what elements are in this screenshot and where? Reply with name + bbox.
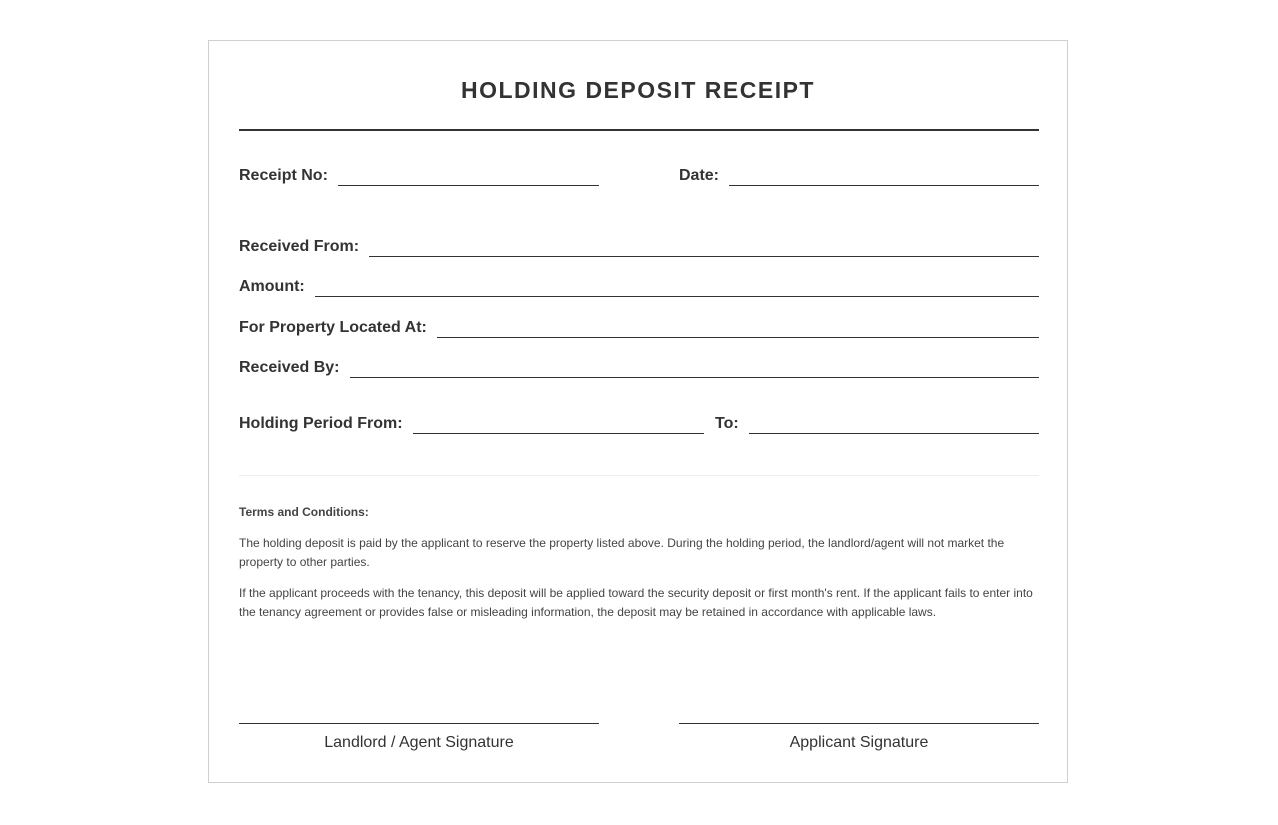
- property-label: For Property Located At:: [239, 319, 427, 336]
- property-field[interactable]: [437, 318, 1039, 338]
- holding-from-field[interactable]: [413, 414, 704, 434]
- received-by-label: Received By:: [239, 359, 340, 376]
- landlord-signature-block: [239, 723, 599, 753]
- receipt-no-label: Receipt No:: [239, 167, 328, 184]
- receipt-no-row: [239, 162, 599, 186]
- received-from-row: [239, 233, 1039, 257]
- receipt-no-field[interactable]: [338, 166, 599, 186]
- received-by-field[interactable]: [350, 358, 1040, 378]
- title-divider: [239, 129, 1039, 131]
- landlord-signature-line[interactable]: [239, 723, 599, 724]
- received-from-field[interactable]: [369, 237, 1039, 257]
- date-label: Date:: [679, 167, 720, 184]
- section-divider: [239, 475, 1039, 476]
- received-by-row: [239, 354, 1039, 378]
- receipt-title: HOLDING DEPOSIT RECEIPT: [461, 77, 815, 103]
- holding-from-label: Holding Period From:: [239, 415, 403, 432]
- holding-to-row: [715, 410, 1039, 434]
- applicant-signature-label: Applicant Signature: [789, 734, 929, 751]
- holding-from-row: [239, 410, 704, 434]
- holding-to-label: To:: [715, 415, 739, 432]
- received-from-label: Received From:: [239, 238, 360, 255]
- holding-to-field[interactable]: [749, 414, 1039, 434]
- amount-label: Amount:: [239, 278, 305, 295]
- applicant-signature-line[interactable]: [679, 723, 1039, 724]
- terms-paragraph: The holding deposit is paid by the applicant to reserve the property listed above. During the holding period, the landlord/agent will not market the property to other parties.: [239, 536, 1005, 569]
- terms-paragraph: If the applicant proceeds with the tenancy, this deposit will be applied toward the security deposit or first month's rent. If the applicant fails to enter into the tenancy agreement or provides false or misleading information, the deposit may be retained in accordance with applicable laws.: [239, 586, 1033, 619]
- landlord-signature-label: Landlord / Agent Signature: [324, 734, 514, 751]
- date-row: [679, 162, 1039, 186]
- amount-row: [239, 273, 1039, 297]
- receipt-sheet: [208, 40, 1068, 783]
- amount-field[interactable]: [315, 277, 1039, 297]
- property-row: [239, 314, 1039, 338]
- date-field[interactable]: [729, 166, 1039, 186]
- terms-section: [239, 504, 1039, 634]
- applicant-signature-block: [679, 723, 1039, 753]
- terms-heading: Terms and Conditions:: [239, 505, 369, 519]
